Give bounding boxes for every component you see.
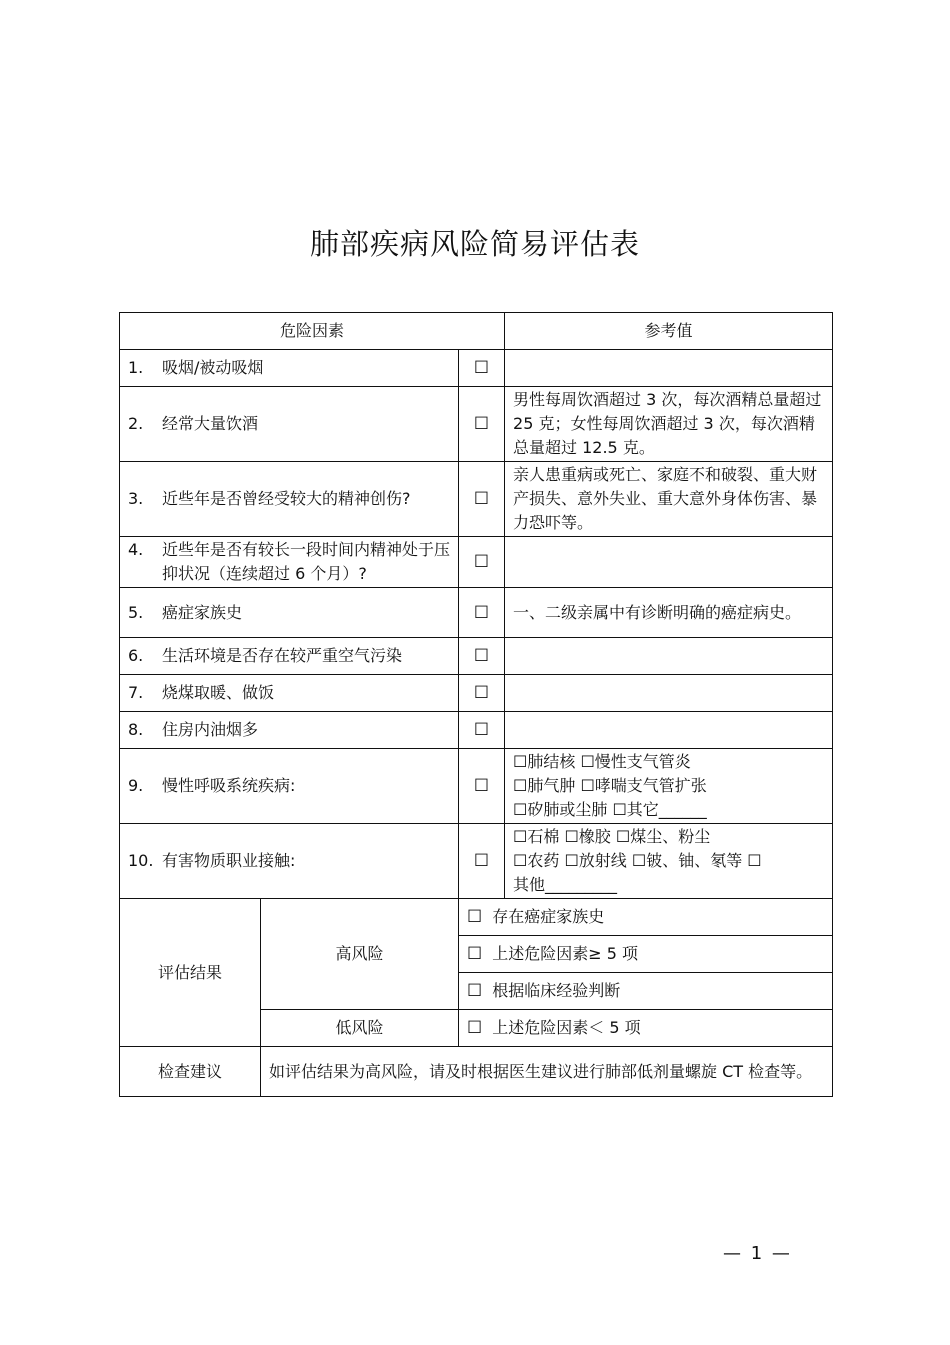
- reference-line[interactable]: ☐农药 ☐放射线 ☐铍、铀、氡等 ☐: [513, 851, 762, 870]
- factor-checkbox[interactable]: ☐: [459, 824, 505, 899]
- reference-cell: [505, 749, 833, 824]
- factor-checkbox[interactable]: ☐: [459, 588, 505, 638]
- factor-cell: 4. 近些年是否有较长一段时间内精神处于压抑状况（连续超过 6 个月）?: [120, 537, 459, 588]
- factor-cell: 8. 住房内油烟多: [120, 712, 459, 749]
- factor-checkbox[interactable]: ☐: [459, 749, 505, 824]
- reference-cell: 亲人患重病或死亡、家庭不和破裂、重大财产损失、意外失业、重大意外身体伤害、暴力恐吓等。: [505, 462, 833, 537]
- reference-line[interactable]: ☐肺气肿 ☐哮喘支气管扩张: [513, 776, 707, 795]
- advice-row: [120, 1047, 833, 1097]
- reference-line[interactable]: ☐肺结核 ☐慢性支气管炎: [513, 752, 691, 771]
- factor-cell: 5. 癌症家族史: [120, 588, 459, 638]
- table-row: [120, 350, 833, 387]
- reference-cell: [505, 824, 833, 899]
- factor-cell: 6. 生活环境是否存在较严重空气污染: [120, 638, 459, 675]
- table-row: [120, 638, 833, 675]
- reference-cell: 一、二级亲属中有诊断明确的癌症病史。: [505, 588, 833, 638]
- high-risk-option[interactable]: ☐ 上述危险因素≥ 5 项: [459, 936, 833, 973]
- reference-cell: [505, 350, 833, 387]
- factor-cell: 9. 慢性呼吸系统疾病:: [120, 749, 459, 824]
- table-row: [120, 824, 833, 899]
- factor-checkbox[interactable]: ☐: [459, 462, 505, 537]
- checkbox-icon[interactable]: ☐: [467, 944, 483, 964]
- header-reference: 参考值: [505, 313, 833, 350]
- advice-label: 检查建议: [120, 1047, 261, 1097]
- result-label: 评估结果: [120, 899, 261, 1047]
- factor-cell: 1. 吸烟/被动吸烟: [120, 350, 459, 387]
- factor-checkbox[interactable]: ☐: [459, 350, 505, 387]
- reference-line[interactable]: ☐矽肺或尘肺 ☐其它______: [513, 800, 707, 819]
- table-row: [120, 537, 833, 588]
- factor-cell: 7. 烧煤取暖、做饭: [120, 675, 459, 712]
- result-row: [120, 899, 833, 936]
- table-row: [120, 712, 833, 749]
- advice-text: 如评估结果为高风险，请及时根据医生建议进行肺部低剂量螺旋 CT 检查等。: [261, 1047, 833, 1097]
- page-title: 肺部疾病风险简易评估表: [309, 227, 640, 261]
- table-row: [120, 462, 833, 537]
- factor-checkbox[interactable]: ☐: [459, 537, 505, 588]
- reference-line[interactable]: ☐石棉 ☐橡胶 ☐煤尘、粉尘: [513, 827, 711, 846]
- reference-cell: [505, 712, 833, 749]
- page-number: — 1 —: [723, 1243, 792, 1264]
- table-row: [120, 675, 833, 712]
- reference-cell: [505, 537, 833, 588]
- low-risk-label: 低风险: [261, 1010, 459, 1047]
- low-risk-option[interactable]: ☐ 上述危险因素＜ 5 项: [459, 1010, 833, 1047]
- header-factor: 危险因素: [120, 313, 505, 350]
- table-row: [120, 749, 833, 824]
- checkbox-icon[interactable]: ☐: [467, 1018, 483, 1038]
- table-row: [120, 387, 833, 462]
- factor-checkbox[interactable]: ☐: [459, 712, 505, 749]
- table-header-row: [120, 313, 833, 350]
- factor-checkbox[interactable]: ☐: [459, 675, 505, 712]
- high-risk-label: 高风险: [261, 899, 459, 1010]
- factor-checkbox[interactable]: ☐: [459, 638, 505, 675]
- reference-cell: 男性每周饮酒超过 3 次，每次酒精总量超过 25 克；女性每周饮酒超过 3 次，每次酒精总量超过 12.5 克。: [505, 387, 833, 462]
- checkbox-icon[interactable]: ☐: [467, 907, 483, 927]
- high-risk-option[interactable]: ☐ 根据临床经验判断: [459, 973, 833, 1010]
- factor-cell: 3. 近些年是否曾经受较大的精神创伤?: [120, 462, 459, 537]
- table-row: [120, 588, 833, 638]
- risk-assessment-table: [119, 312, 833, 1097]
- high-risk-option[interactable]: ☐ 存在癌症家族史: [459, 899, 833, 936]
- reference-line[interactable]: 其他_________: [513, 875, 618, 894]
- reference-cell: [505, 638, 833, 675]
- factor-cell: 2. 经常大量饮酒: [120, 387, 459, 462]
- reference-cell: [505, 675, 833, 712]
- factor-cell: 10. 有害物质职业接触:: [120, 824, 459, 899]
- factor-checkbox[interactable]: ☐: [459, 387, 505, 462]
- checkbox-icon[interactable]: ☐: [467, 981, 483, 1001]
